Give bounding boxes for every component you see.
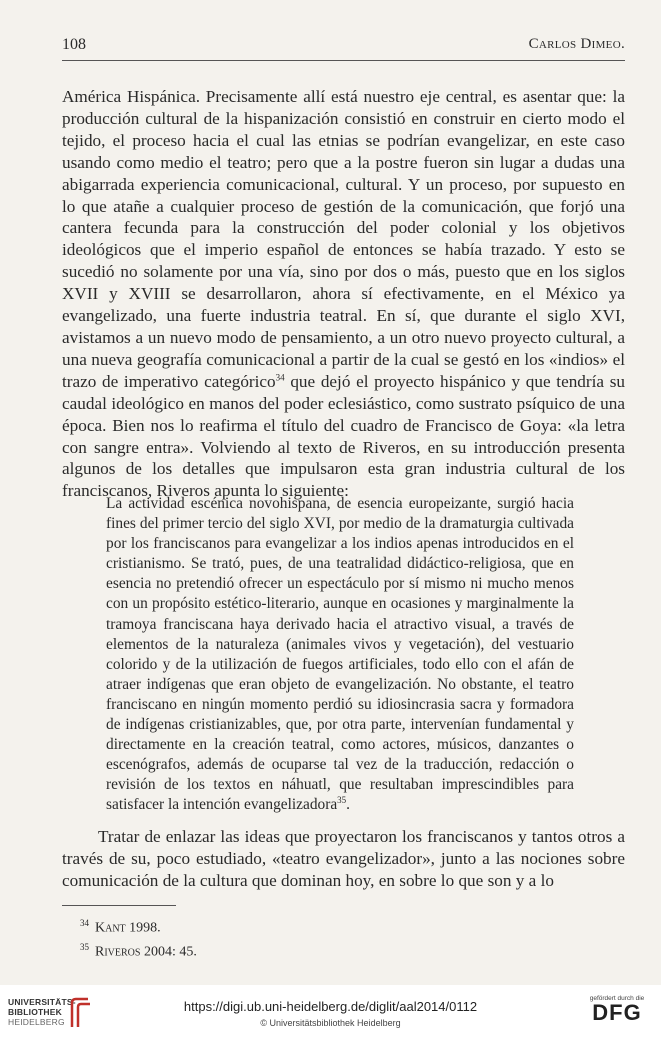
library-name-line-2: BIBLIOTHEK [8, 1007, 62, 1017]
copyright-notice: © Universitätsbibliothek Heidelberg [260, 1018, 401, 1028]
paragraph-1-text-a: América Hispánica. Precisamente allí está nuestro eje central, es asentar que: la producción cultural de la hispanización consistió en construir en cierto modo el tejido, el proceso hacia el cual las etnias se podrían evangelizar, en este caso usando como medio el teatro; pero que a la postre fueron sin lugar a dudas una abigarrada experiencia comunicacional, cultural. Y un proceso, por supuesto en lo que atañe a cualquier proceso de gestión de la comunicación, que forjó una cantera fecunda para la construcción del poder colonial y los objetivos ideológicos que el imperio español de entonces se había trazado. Y esto se sucedió no solamente por una vía, sino por dos o más, puesto que en los siglos XVII y XVIII se desarrollaron, ahora sí efectivamente, en el México ya evangelizado, una fuerte industria teatral. En sí, que durante el siglo XVI, avistamos a un nuevo modo de pensamiento, a un otro nuevo proyecto cultural, a una nueva geografía comunicacional a partir de la cual se gestó en los «indios» el trazo de imperativo categórico [62, 87, 625, 391]
page-header [62, 36, 625, 56]
footnote-ref-35[interactable]: 35 [337, 795, 347, 806]
paragraph-1-text-b: que dejó el proyecto hispánico y que tendría su caudal ideológico en manos del poder eclesiástico, como sustrato psíquico de una época. Bien nos lo reafirma el título del cuadro de Francisco de Goya: «la letra con sangre entra». Volviendo al texto de Riveros, en su introducción presenta algunos de los detalles que impulsaron esta gran industria cultural de los franciscanos, Riveros apunta lo siguiente: [62, 371, 625, 501]
paragraph-1 [62, 86, 625, 502]
block-quote [106, 494, 574, 816]
dfg-logo[interactable] [585, 995, 649, 1033]
footnote-rest: 1998. [125, 920, 161, 936]
page-number: 108 [62, 36, 86, 53]
library-name-line-1: UNIVERSITÄTS- [8, 997, 76, 1007]
header-rule [62, 60, 625, 61]
library-name-line-3: HEIDELBERG [8, 1017, 65, 1027]
footnote-rule [62, 905, 176, 906]
footnote-34 [80, 914, 197, 938]
permalink-url[interactable]: https://digi.ub.uni-heidelberg.de/diglit/aal2014/0112 [183, 999, 478, 1014]
quote-text: La actividad escénica novohispana, de esencia europeizante, surgió hacia fines del primer tercio del siglo XVI, por medio de la dramaturgia cultivada por los franciscanos para evangelizar a los indios apenas introducidos en el cristianismo. Se trató, pues, de una teatralidad didáctico-religiosa, que en esencia no pretendió ofrecer un espectáculo por sí mismo ni mucho menos con un propósito estético-literario, aunque en ocasiones y marginalmente la tramoya franciscana haya derivado hacia el atractivo visual, a través de elementos de la naturaleza (animales vivos y vegetación), del vestuario colorido y de la utilización de fuegos artificiales, todo ello con el afán de atraer indígenas que eran objeto de evangelización. No obstante, el teatro franciscano en ningún momento perdió su idiosincrasia sacra y formadora de indígenas cristianizables, que, por otra parte, intervenían fundamental y directamente en la creación teatral, como actores, músicos, danzantes o escenógrafos, además de ocuparse tal vez de la traducción, redacción o revisión de los textos en náhuatl, que resultaban imprescindibles para satisfacer la intención evangelizadora [106, 495, 574, 814]
viewer-footer [0, 985, 661, 1037]
footnote-author: Riveros [95, 944, 141, 960]
footnote-number: 35 [80, 941, 89, 952]
paragraph-2: Tratar de enlazar las ideas que proyectaron los franciscanos y tantos otros a través de su, poco estudiado, «teatro evangelizador», junto a las nociones sobre comunicación de la cultura que dominan hoy, en sobre lo que son y a lo [62, 827, 625, 890]
running-head-author: Carlos Dimeo. [528, 36, 625, 52]
dfg-wordmark: DFG [592, 1000, 642, 1025]
footnote-author: Kant [95, 920, 126, 936]
footnotes [80, 914, 197, 961]
footnote-number: 34 [80, 918, 89, 928]
dfg-caption: gefördert durch die [589, 995, 645, 1002]
footnote-35 [80, 938, 197, 962]
footnote-ref-34[interactable]: 34 [275, 372, 285, 383]
quote-end: . [346, 796, 351, 814]
footnote-rest: 2004: 45. [140, 944, 197, 960]
